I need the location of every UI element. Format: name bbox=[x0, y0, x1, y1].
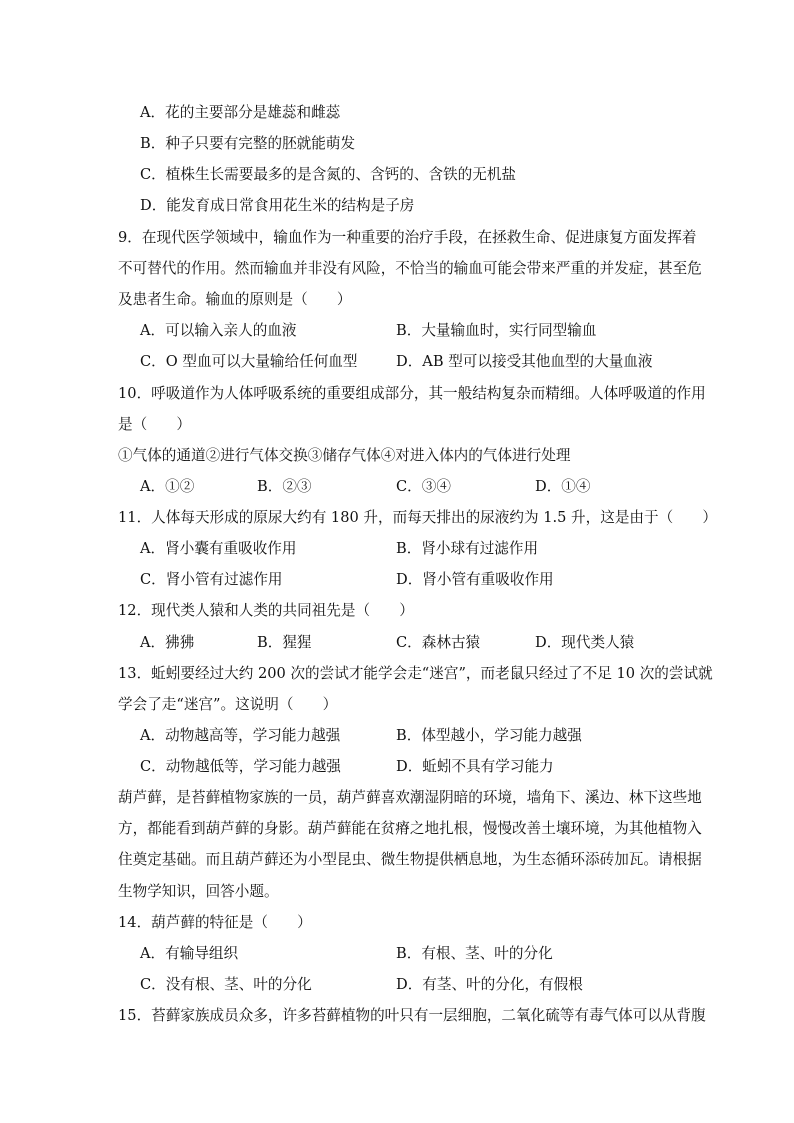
q8-option-a: A．花的主要部分是雄蕊和雌蕊 bbox=[140, 104, 341, 121]
passage-line-2: 方，都能看到葫芦藓的身影。葫芦藓能在贫瘠之地扎根，慢慢改善土壤环境，为其他植物入 bbox=[118, 820, 702, 837]
q10-stem-line-1: 10．呼吸道作为人体呼吸系统的重要组成部分，其一般结构复杂而精细。人体呼吸道的作用 bbox=[118, 385, 706, 402]
passage-line-1: 葫芦藓，是苔藓植物家族的一员，葫芦藓喜欢潮湿阴暗的环境，墙角下、溪边、林下这些地 bbox=[118, 789, 702, 806]
q11-option-a: A．肾小囊有重吸收作用 bbox=[140, 540, 297, 557]
q12-option-d: D．现代类人猿 bbox=[535, 634, 635, 651]
q10-items: ①气体的通道②进行气体交换③储存气体④对进入体内的气体进行处理 bbox=[118, 447, 571, 464]
q14-option-b: B．有根、茎、叶的分化 bbox=[396, 945, 553, 962]
q10-stem-line-2: 是（ ） bbox=[118, 416, 191, 433]
q14-option-a: A．有输导组织 bbox=[140, 945, 239, 962]
q9-option-b: B．大量输血时，实行同型输血 bbox=[396, 322, 597, 339]
q9-stem-line-2: 不可替代的作用。然而输血并非没有风险，不恰当的输血可能会带来严重的并发症，甚至危 bbox=[118, 260, 702, 277]
q13-stem-line-1: 13．蚯蚓要经过大约 200 次的尝试才能学会走“迷宫”，而老鼠只经过了不足 10 次的尝试就 bbox=[118, 665, 713, 682]
q10-option-c: C．③④ bbox=[396, 478, 451, 495]
q13-option-b: B．体型越小，学习能力越强 bbox=[396, 727, 582, 744]
q13-option-c: C．动物越低等，学习能力越强 bbox=[140, 758, 341, 775]
q11-stem: 11．人体每天形成的原尿大约有 180 升，而每天排出的尿液约为 1.5 升，这是由于（ ） bbox=[118, 509, 717, 526]
q9-option-d: D．AB 型可以接受其他血型的大量血液 bbox=[396, 353, 653, 370]
q13-option-a: A．动物越高等，学习能力越强 bbox=[140, 727, 341, 744]
q13-option-d: D．蚯蚓不具有学习能力 bbox=[396, 758, 554, 775]
q10-option-a: A．①② bbox=[140, 478, 195, 495]
q11-option-b: B．肾小球有过滤作用 bbox=[396, 540, 539, 557]
q15-stem: 15．苔藓家族成员众多，许多苔藓植物的叶只有一层细胞，二氧化硫等有毒气体可以从背腹 bbox=[118, 1007, 706, 1024]
q10-option-b: B．②③ bbox=[257, 478, 312, 495]
q14-option-c: C．没有根、茎、叶的分化 bbox=[140, 976, 312, 993]
q12-option-a: A．狒狒 bbox=[140, 634, 195, 651]
q8-option-c: C．植株生长需要最多的是含氮的、含钙的、含铁的无机盐 bbox=[140, 166, 517, 183]
passage-line-3: 住奠定基础。而且葫芦藓还为小型昆虫、微生物提供栖息地，为生态循环添砖加瓦。请根据 bbox=[118, 851, 702, 868]
q9-stem-line-3: 及患者生命。输血的原则是（ ） bbox=[118, 291, 352, 308]
q11-option-d: D．肾小管有重吸收作用 bbox=[396, 571, 554, 588]
q12-option-b: B．猩猩 bbox=[257, 634, 312, 651]
q14-option-d: D．有茎、叶的分化，有假根 bbox=[396, 976, 583, 993]
q8-option-b: B．种子只要有完整的胚就能萌发 bbox=[140, 135, 356, 152]
q14-stem: 14．葫芦藓的特征是（ ） bbox=[118, 914, 312, 931]
passage-line-4: 生物学知识，回答小题。 bbox=[118, 883, 279, 900]
q11-option-c: C．肾小管有过滤作用 bbox=[140, 571, 283, 588]
q8-option-d: D．能发育成日常食用花生米的结构是子房 bbox=[140, 197, 415, 214]
q9-stem-line-1: 9．在现代医学领域中，输血作为一种重要的治疗手段，在拯救生命、促进康复方面发挥着 bbox=[118, 229, 697, 246]
q10-option-d: D．①④ bbox=[535, 478, 591, 495]
q9-option-c: C．O 型血可以大量输给任何血型 bbox=[140, 353, 358, 370]
q13-stem-line-2: 学会了走“迷宫”。这说明（ ） bbox=[118, 696, 338, 713]
q12-stem: 12．现代类人猿和人类的共同祖先是（ ） bbox=[118, 602, 414, 619]
q12-option-c: C．森林古猿 bbox=[396, 634, 481, 651]
q9-option-a: A．可以输入亲人的血液 bbox=[140, 322, 297, 339]
